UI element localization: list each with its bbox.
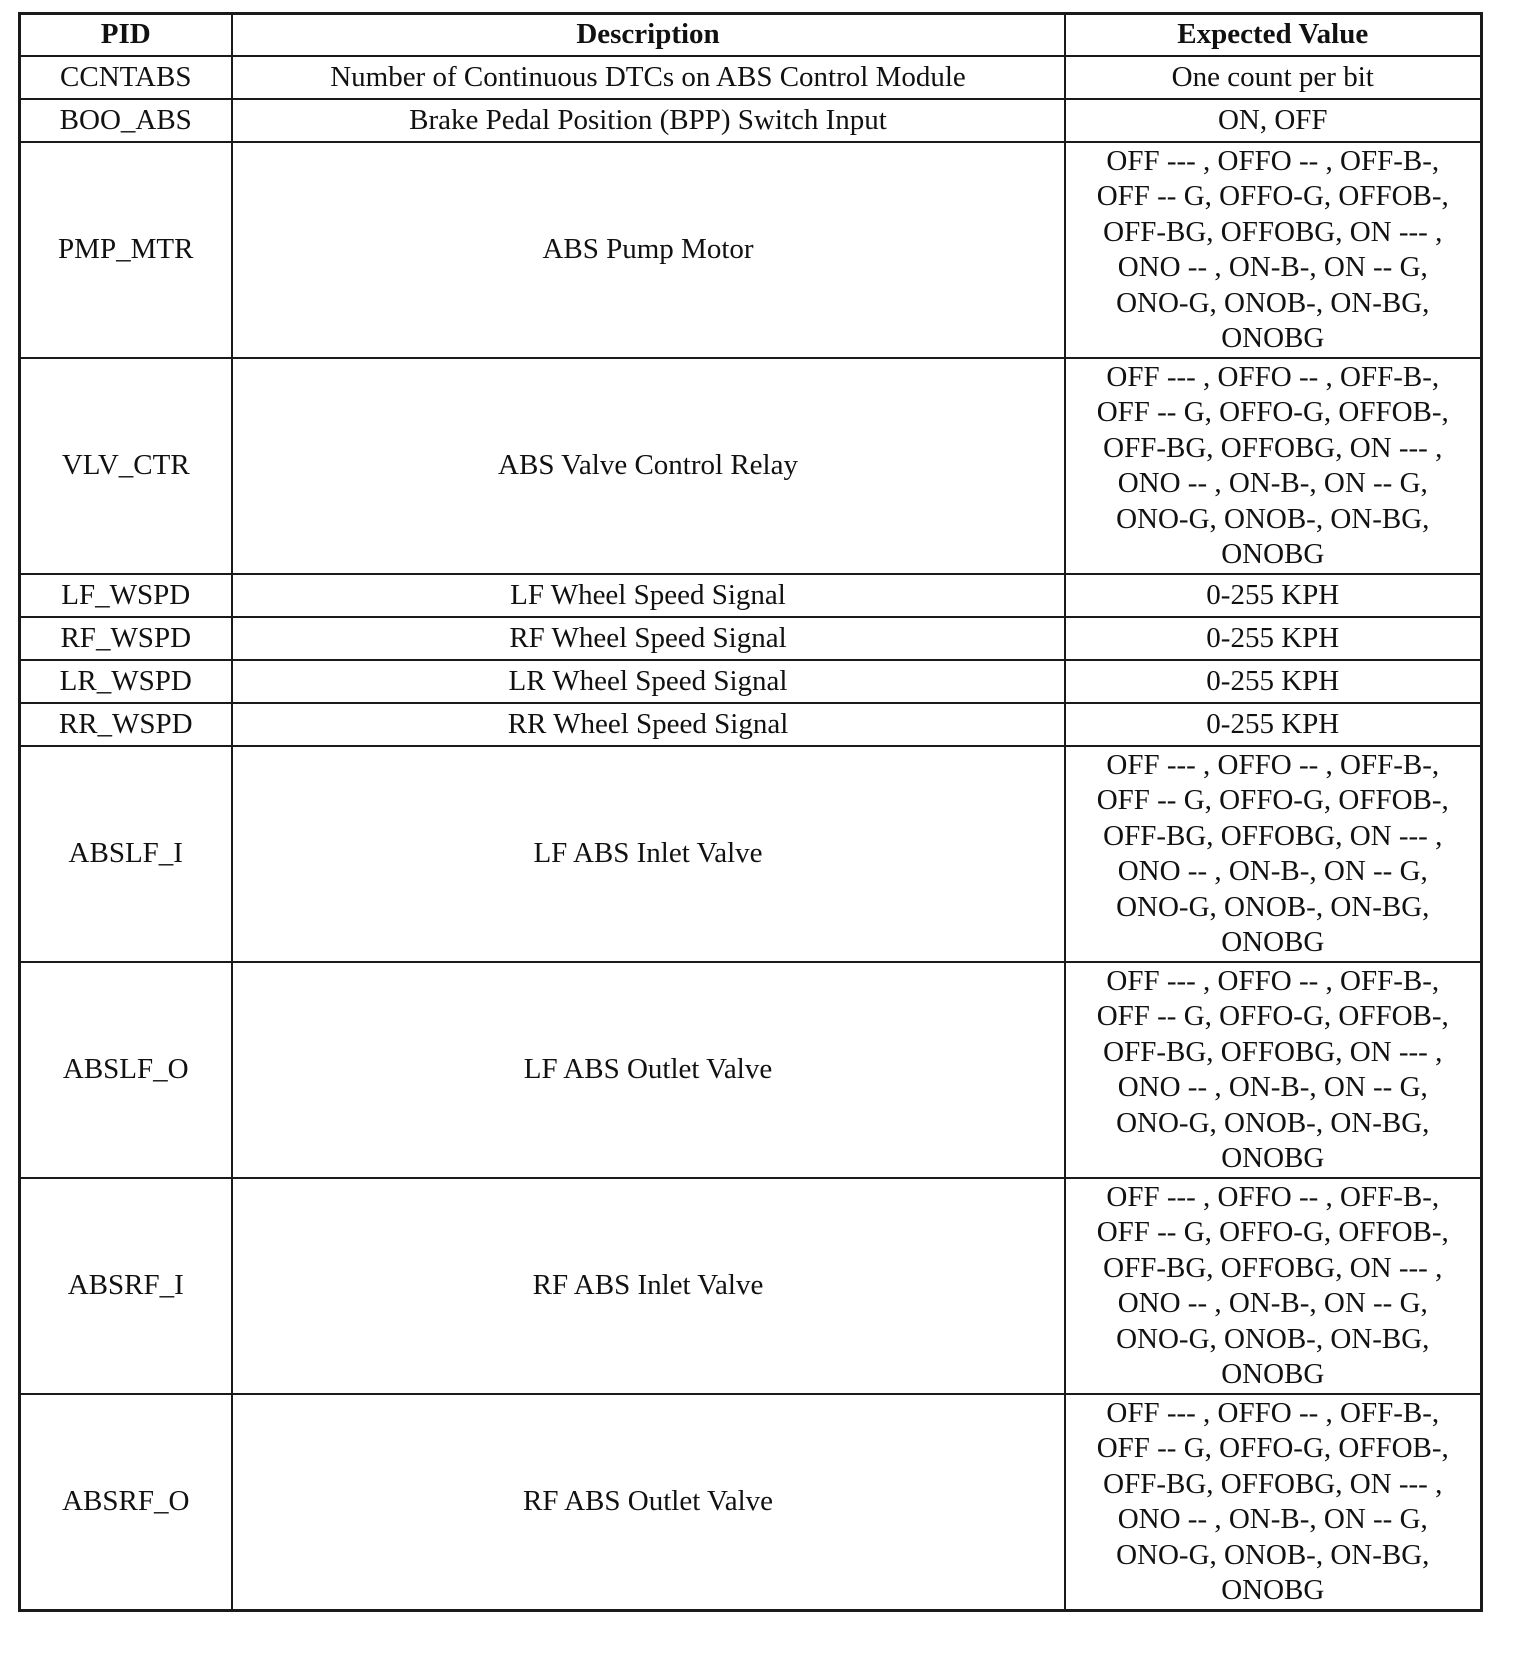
pid-cell: LF_WSPD bbox=[20, 574, 232, 617]
description-cell: RF Wheel Speed Signal bbox=[232, 617, 1065, 660]
table-header bbox=[20, 14, 1482, 57]
table-row bbox=[20, 99, 1482, 142]
expected-value-cell: 0-255 KPH bbox=[1065, 703, 1482, 746]
description-cell: ABS Pump Motor bbox=[232, 142, 1065, 358]
description-cell: RR Wheel Speed Signal bbox=[232, 703, 1065, 746]
description-cell: Number of Continuous DTCs on ABS Control Module bbox=[232, 56, 1065, 99]
table-row bbox=[20, 1178, 1482, 1394]
pid-cell: CCNTABS bbox=[20, 56, 232, 99]
pid-cell: RF_WSPD bbox=[20, 617, 232, 660]
pid-cell: LR_WSPD bbox=[20, 660, 232, 703]
expected-value-cell: OFF --- , OFFO -- , OFF-B-, OFF -- G, OFFO-G, OFFOB-, OFF-BG, OFFOBG, ON --- , ONO -- , ON-B-, ON -- G, ONO-G, ONOB-, ON-BG, ONOBG bbox=[1065, 1178, 1482, 1394]
table-body bbox=[20, 56, 1482, 1611]
description-cell: LR Wheel Speed Signal bbox=[232, 660, 1065, 703]
pid-cell: PMP_MTR bbox=[20, 142, 232, 358]
expected-value-cell: OFF --- , OFFO -- , OFF-B-, OFF -- G, OFFO-G, OFFOB-, OFF-BG, OFFOBG, ON --- , ONO -- , ON-B-, ON -- G, ONO-G, ONOB-, ON-BG, ONOBG bbox=[1065, 746, 1482, 962]
table-row bbox=[20, 962, 1482, 1178]
description-cell: LF ABS Outlet Valve bbox=[232, 962, 1065, 1178]
header-description: Description bbox=[232, 14, 1065, 57]
pid-cell: ABSLF_O bbox=[20, 962, 232, 1178]
pid-cell: RR_WSPD bbox=[20, 703, 232, 746]
description-cell: RF ABS Inlet Valve bbox=[232, 1178, 1065, 1394]
pid-cell: ABSRF_O bbox=[20, 1394, 232, 1611]
table-row bbox=[20, 660, 1482, 703]
description-cell: LF ABS Inlet Valve bbox=[232, 746, 1065, 962]
header-pid: PID bbox=[20, 14, 232, 57]
header-row bbox=[20, 14, 1482, 57]
pid-cell: ABSLF_I bbox=[20, 746, 232, 962]
pid-cell: ABSRF_I bbox=[20, 1178, 232, 1394]
expected-value-cell: 0-255 KPH bbox=[1065, 574, 1482, 617]
table-row bbox=[20, 703, 1482, 746]
pid-cell: BOO_ABS bbox=[20, 99, 232, 142]
expected-value-cell: 0-255 KPH bbox=[1065, 617, 1482, 660]
table-row bbox=[20, 574, 1482, 617]
table-row bbox=[20, 617, 1482, 660]
description-cell: RF ABS Outlet Valve bbox=[232, 1394, 1065, 1611]
table-row bbox=[20, 142, 1482, 358]
description-cell: ABS Valve Control Relay bbox=[232, 358, 1065, 574]
table-row bbox=[20, 358, 1482, 574]
description-cell: Brake Pedal Position (BPP) Switch Input bbox=[232, 99, 1065, 142]
expected-value-cell: One count per bit bbox=[1065, 56, 1482, 99]
table-row bbox=[20, 1394, 1482, 1611]
expected-value-cell: OFF --- , OFFO -- , OFF-B-, OFF -- G, OFFO-G, OFFOB-, OFF-BG, OFFOBG, ON --- , ONO -- , ON-B-, ON -- G, ONO-G, ONOB-, ON-BG, ONOBG bbox=[1065, 962, 1482, 1178]
pid-table bbox=[18, 12, 1483, 1612]
header-expected-value: Expected Value bbox=[1065, 14, 1482, 57]
expected-value-cell: ON, OFF bbox=[1065, 99, 1482, 142]
table-row bbox=[20, 56, 1482, 99]
expected-value-cell: OFF --- , OFFO -- , OFF-B-, OFF -- G, OFFO-G, OFFOB-, OFF-BG, OFFOBG, ON --- , ONO -- , ON-B-, ON -- G, ONO-G, ONOB-, ON-BG, ONOBG bbox=[1065, 142, 1482, 358]
description-cell: LF Wheel Speed Signal bbox=[232, 574, 1065, 617]
table-row bbox=[20, 746, 1482, 962]
pid-cell: VLV_CTR bbox=[20, 358, 232, 574]
expected-value-cell: 0-255 KPH bbox=[1065, 660, 1482, 703]
expected-value-cell: OFF --- , OFFO -- , OFF-B-, OFF -- G, OFFO-G, OFFOB-, OFF-BG, OFFOBG, ON --- , ONO -- , ON-B-, ON -- G, ONO-G, ONOB-, ON-BG, ONOBG bbox=[1065, 358, 1482, 574]
expected-value-cell: OFF --- , OFFO -- , OFF-B-, OFF -- G, OFFO-G, OFFOB-, OFF-BG, OFFOBG, ON --- , ONO -- , ON-B-, ON -- G, ONO-G, ONOB-, ON-BG, ONOBG bbox=[1065, 1394, 1482, 1611]
